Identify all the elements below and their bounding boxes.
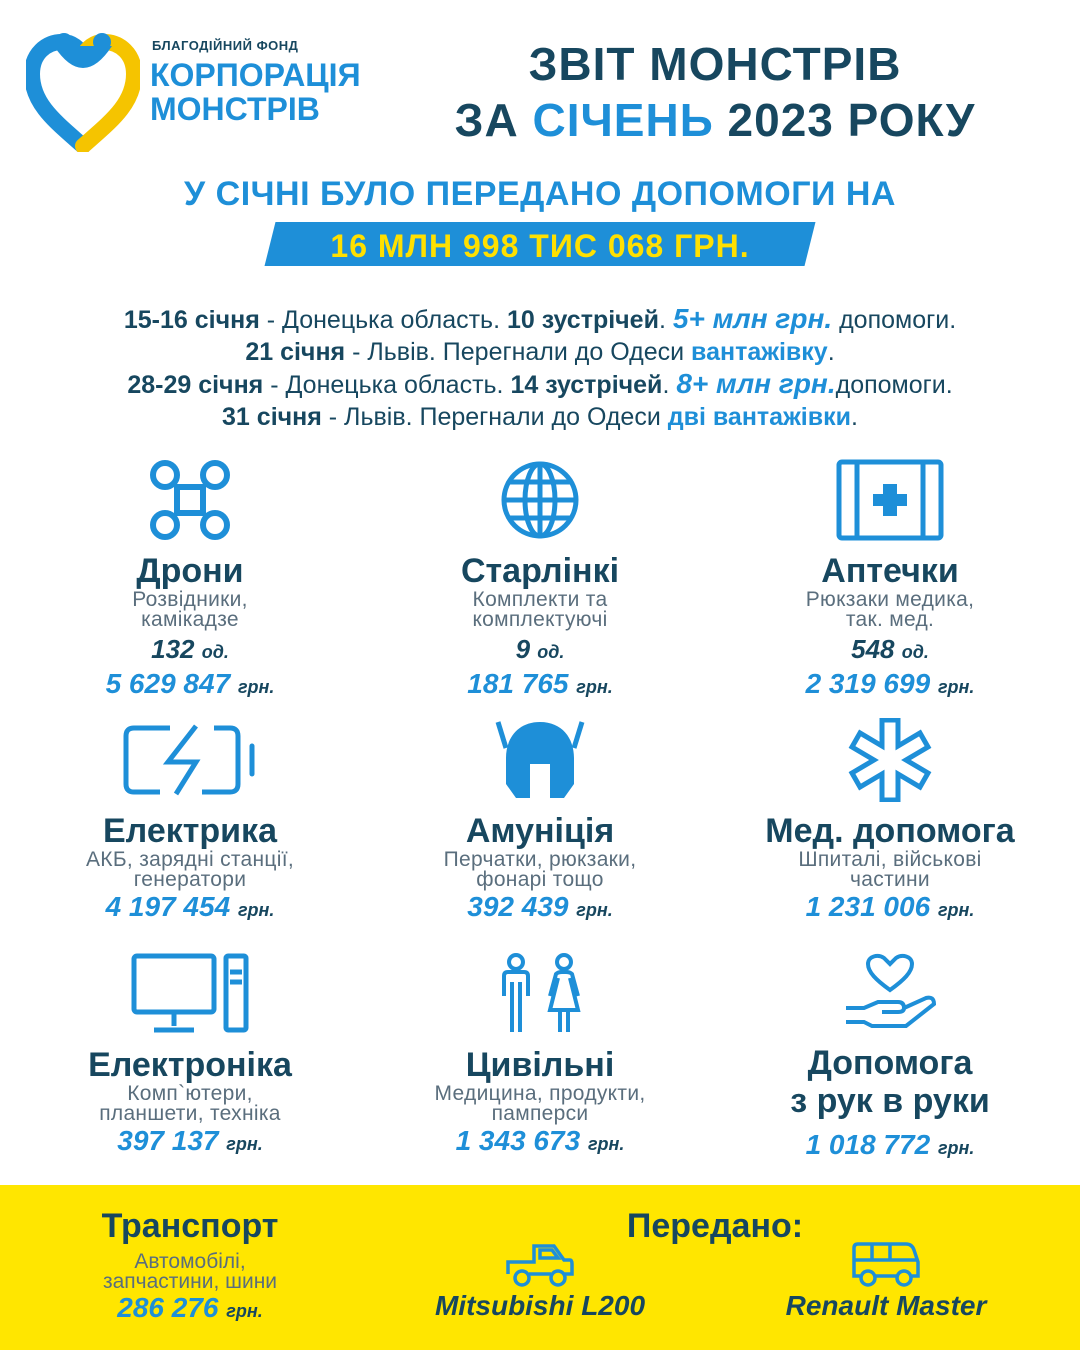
category-desc-line: Шпиталі, військові	[798, 848, 982, 871]
people-icon	[492, 952, 588, 1036]
sum-value: 1 343 673	[455, 1125, 581, 1156]
sum-value: 286 276	[117, 1292, 219, 1323]
category-drones	[10, 458, 370, 704]
category-electric	[10, 718, 370, 927]
fund-name-line2: МОНСТРІВ	[150, 91, 320, 127]
event-text: .	[662, 371, 677, 399]
page-title	[400, 36, 1030, 148]
vehicle-label: Renault Master	[785, 1290, 987, 1321]
title-year: 2023 РОКУ	[727, 94, 976, 146]
quantity-unit: од.	[901, 642, 929, 662]
category-name	[710, 1044, 1070, 1120]
sum-unit: грн.	[576, 900, 613, 920]
category-desc-line: АКБ, зарядні станції,	[86, 848, 294, 871]
category-name: Старлінкі	[460, 552, 620, 590]
event-highlight: дві вантажівки	[667, 402, 851, 431]
event-amount: 8+ млн грн.	[676, 368, 836, 399]
category-starlinks	[360, 458, 720, 704]
category-desc-line: Комп`ютери,	[127, 1082, 253, 1105]
event-text: - Львів. Перегнали до Одеси	[345, 337, 692, 366]
event-line	[0, 402, 1080, 434]
globe-icon	[498, 458, 582, 542]
category-name-line: з рук в руки	[790, 1082, 990, 1120]
category-desc	[360, 850, 720, 890]
category-desc-line: фонарі тощо	[476, 868, 604, 891]
category-desc-line: Медицина, продукти,	[434, 1082, 646, 1105]
title-line2	[400, 92, 1030, 148]
category-ammunition	[360, 718, 720, 927]
event-line	[0, 368, 1080, 402]
category-desc-line: камікадзе	[141, 608, 239, 631]
category-name: Електроніка	[88, 1046, 292, 1084]
sum-unit: грн.	[587, 1134, 625, 1154]
vehicle-label: Mitsubishi L200	[434, 1290, 646, 1321]
event-text: - Донецька область.	[263, 371, 511, 399]
category-sum	[710, 667, 1070, 704]
title-za: ЗА	[454, 94, 519, 146]
category-quantity	[360, 634, 720, 667]
event-text: допомоги.	[835, 371, 953, 399]
category-desc-line: Рюкзаки медика,	[805, 588, 975, 611]
category-name: Електрика	[102, 812, 277, 850]
event-highlight: вантажівку	[691, 337, 828, 366]
event-meetings: 14 зустрічей	[510, 371, 663, 399]
sum-value: 1 231 006	[805, 891, 931, 922]
sum-unit: грн.	[226, 1134, 263, 1154]
category-first-aid	[710, 458, 1070, 704]
transport-desc	[40, 1252, 340, 1292]
sum-unit: грн.	[576, 677, 613, 697]
quantity-value: 548	[851, 634, 895, 664]
transport-sum	[40, 1292, 340, 1324]
category-desc-line: частини	[850, 868, 930, 891]
category-desc	[360, 590, 720, 630]
category-sum	[710, 890, 1070, 927]
computer-icon	[130, 952, 250, 1036]
title-line1: ЗВІТ МОНСТРІВ	[528, 38, 902, 90]
category-desc-line: планшети, техніка	[99, 1102, 281, 1125]
event-text: .	[658, 306, 673, 334]
category-medical	[710, 718, 1070, 927]
event-amount: 5+ млн грн.	[672, 303, 833, 334]
transport-desc-line: Автомобілі,	[134, 1250, 246, 1273]
sum-value: 1 018 772	[805, 1129, 931, 1160]
event-date: 15-16 січня	[123, 306, 260, 334]
vehicle-renault	[756, 1240, 1016, 1322]
category-name-line: Допомога	[807, 1044, 973, 1082]
event-date: 31 січня	[222, 402, 322, 431]
vehicle-mitsubishi	[410, 1240, 670, 1322]
category-desc-line: Перчатки, рюкзаки,	[443, 848, 637, 871]
quantity-value: 9	[515, 634, 531, 664]
category-name: Амуніція	[465, 812, 615, 850]
sum-unit: грн.	[937, 1138, 975, 1158]
sum-unit: грн.	[937, 677, 975, 697]
medical-star-icon	[848, 718, 932, 802]
van-icon	[850, 1240, 922, 1290]
fund-small-label: БЛАГОДІЙНИЙ ФОНД	[152, 38, 299, 53]
category-name: Дрони	[136, 552, 244, 590]
category-desc	[710, 590, 1070, 630]
event-text: допомоги.	[832, 306, 957, 334]
events-list	[0, 303, 1080, 433]
category-desc-line: Розвідники,	[132, 588, 248, 611]
event-text: .	[827, 337, 835, 366]
category-sum	[10, 667, 370, 704]
event-meetings: 10 зустрічей	[506, 306, 659, 334]
first-aid-kit-icon	[835, 458, 945, 542]
category-desc-line: памперси	[491, 1102, 589, 1125]
sum-value: 392 439	[467, 891, 569, 922]
handed-title: Передано:	[626, 1207, 804, 1245]
battery-charging-icon	[120, 718, 260, 802]
sum-value: 397 137	[117, 1125, 219, 1156]
category-quantity	[710, 634, 1070, 667]
fund-name-line1: КОРПОРАЦІЯ	[150, 57, 361, 93]
category-hand-to-hand	[710, 952, 1070, 1165]
event-date: 21 січня	[245, 337, 346, 366]
sum-unit: грн.	[237, 677, 275, 697]
drone-icon	[148, 458, 232, 542]
fund-logo-heart-icon	[26, 30, 140, 152]
category-desc	[10, 590, 370, 630]
sum-unit: грн.	[226, 1301, 263, 1321]
title-month: СІЧЕНЬ	[532, 94, 714, 146]
quantity-value: 132	[151, 634, 195, 664]
event-text: .	[851, 402, 858, 431]
fund-name	[150, 58, 361, 126]
heart-hand-icon	[842, 952, 938, 1036]
pickup-truck-icon	[504, 1240, 576, 1290]
category-civilians	[360, 952, 720, 1161]
category-desc	[10, 850, 370, 890]
category-desc	[710, 850, 1070, 890]
sum-unit: грн.	[237, 900, 275, 920]
category-desc	[10, 1084, 370, 1124]
category-name: Мед. допомога	[765, 812, 1015, 850]
subtitle: У СІЧНІ БУЛО ПЕРЕДАНО ДОПОМОГИ НА	[184, 175, 896, 213]
transport-name: Транспорт	[101, 1207, 279, 1245]
quantity-unit: од.	[537, 642, 565, 662]
sum-value: 5 629 847	[105, 668, 231, 699]
category-desc-line: так. мед.	[845, 608, 935, 631]
category-sum	[360, 1124, 720, 1161]
event-line	[0, 303, 1080, 337]
quantity-unit: од.	[201, 642, 229, 662]
event-date: 28-29 січня	[127, 371, 264, 399]
category-sum	[10, 1124, 370, 1161]
total-amount: 16 МЛН 998 ТИС 068 ГРН.	[330, 228, 750, 264]
category-name: Аптечки	[821, 552, 959, 590]
transport-desc-line: запчастини, шини	[102, 1270, 278, 1293]
category-sum	[10, 890, 370, 927]
category-sum	[360, 667, 720, 704]
event-text: - Донецька область.	[259, 306, 507, 334]
category-electronics	[10, 952, 370, 1161]
sum-value: 2 319 699	[805, 668, 931, 699]
category-quantity	[10, 634, 370, 667]
category-desc	[360, 1084, 720, 1124]
category-sum	[710, 1128, 1070, 1165]
category-sum	[360, 890, 720, 927]
sum-unit: грн.	[937, 900, 975, 920]
event-text: - Львів. Перегнали до Одеси	[321, 402, 668, 431]
category-desc-line: Комплекти та	[472, 588, 608, 611]
sum-value: 181 765	[467, 668, 569, 699]
category-desc-line: генератори	[133, 868, 247, 891]
helmet-icon	[492, 718, 588, 802]
event-line	[0, 337, 1080, 369]
category-name: Цивільні	[465, 1046, 615, 1084]
category-desc-line: комплектуючі	[472, 608, 608, 631]
sum-value: 4 197 454	[105, 891, 231, 922]
